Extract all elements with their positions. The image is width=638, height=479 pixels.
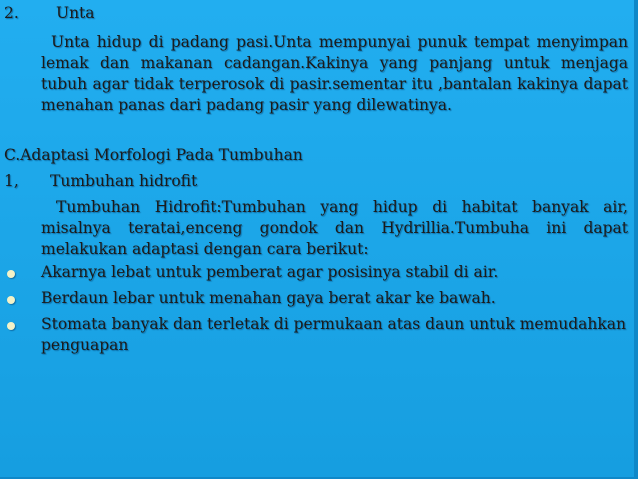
bullet-item: Akarnya lebat untuk pemberat agar posisinya stabil di air. bbox=[41, 263, 499, 281]
item-paragraph: Tumbuhan Hidrofit:Tumbuhan yang hidup di habitat banyak air, misalnya teratai,enceng gondok dan Hydrillia.Tumbuha ini dapat melakukan adaptasi dengan cara berikut: bbox=[41, 198, 628, 258]
section-heading: Unta bbox=[56, 4, 95, 22]
bullet-icon bbox=[7, 270, 15, 278]
bullet-item: Berdaun lebar untuk menahan gaya berat akar ke bawah. bbox=[41, 289, 496, 307]
section-paragraph: Unta hidup di padang pasi.Unta mempunyai punuk tempat menyimpan lemak dan makanan cadangan.Kakinya yang panjang untuk menjaga tubuh agar tidak terperosok di pasir.sementar itu ,bantalan kakinya dapat menahan panas dari padang pasir yang dilewatinya. bbox=[41, 33, 628, 114]
bullet-icon bbox=[7, 296, 15, 304]
section-c-heading: C.Adaptasi Morfologi Pada Tumbuhan bbox=[4, 146, 303, 164]
item-heading: Tumbuhan hidrofit bbox=[50, 172, 198, 190]
bullet-icon bbox=[7, 322, 15, 330]
item-number: 1, bbox=[4, 172, 19, 190]
section-number: 2. bbox=[4, 4, 19, 22]
bullet-item: Stomata banyak dan terletak di permukaan atas daun untuk memudahkan penguapan bbox=[41, 315, 627, 354]
